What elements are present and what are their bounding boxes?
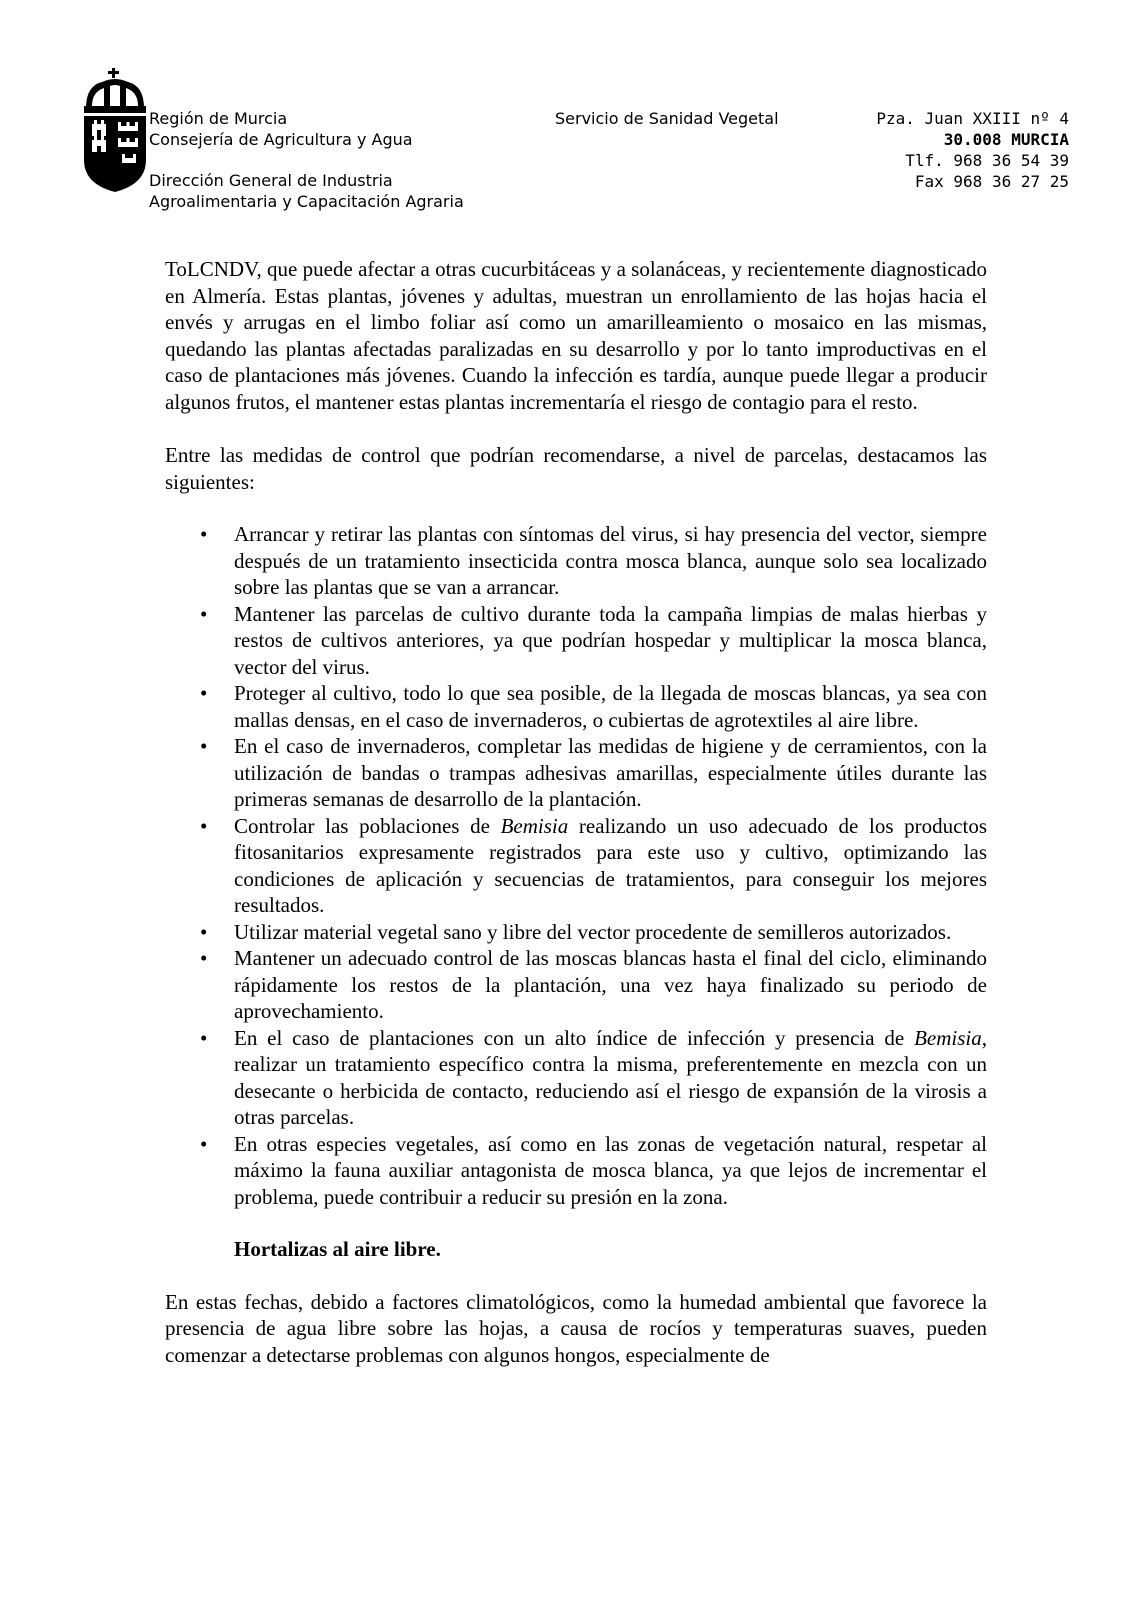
service-name: Servicio de Sanidad Vegetal (555, 109, 779, 128)
address-block (829, 108, 1069, 192)
list-item: • En el caso de invernaderos, completar las medidas de higiene y de cerramientos, con la utilización de bandas o trampas adhesivas amarillas, especialmente útiles durante las primeras semanas de desarrollo de la plantación. (200, 734, 987, 811)
letterhead (0, 0, 1145, 230)
control-measures-list (165, 521, 987, 1210)
coat-of-arms-icon (82, 68, 148, 192)
list-item: • Mantener un adecuado control de las moscas blancas hasta el final del ciclo, eliminando rápidamente los restos de la plantación, una vez haya finalizado su periodo de aprovechamiento. (200, 946, 987, 1023)
bullet-icon: • (200, 1025, 208, 1050)
organization-block (149, 108, 464, 212)
org-line: Consejería de Agricultura y Agua (149, 130, 413, 149)
paragraph: ToLCNDV, que puede afectar a otras cucurbitáceas y a solanáceas, y recientemente diagnosticado en Almería. Estas plantas, jóvenes y adultas, muestran un enrollamiento de las hojas hacia el envés y arrugas en el limbo foliar así como un amarilleamiento o mosaico en las mismas, quedando las plantas afectadas paralizadas en su desarrollo y por lo tanto improductivas en el caso de plantaciones más jóvenes. Cuando la infección es tardía, aunque puede llegar a producir algunos frutos, el mantener estas plantas incrementaría el riesgo de contagio para el resto. (165, 257, 987, 414)
bullet-icon: • (200, 946, 208, 970)
bullet-icon: • (200, 919, 208, 944)
species-name: Bemisia (500, 813, 569, 838)
list-item: • Mantener las parcelas de cultivo durante toda la campaña limpias de malas hierbas y restos de cultivos anteriores, ya que podrían hospedar y multiplicar la mosca blanca, vector del virus. (200, 601, 987, 679)
bullet-icon: • (200, 681, 208, 705)
list-item: • Controlar las poblaciones de Bemisia realizando un uso adecuado de los productos fitosanitarios expresamente registrados para este uso y cultivo, optimizando las condiciones de aplicación y secuencias de tratamientos, para conseguir los mejores resultados. (200, 813, 987, 917)
document-body (165, 256, 987, 1368)
direction-line: Dirección General de Industria (149, 171, 393, 190)
fax-number: Fax 968 36 27 25 (914, 172, 1069, 191)
paragraph: En estas fechas, debido a factores climatológicos, como la humedad ambiental que favorece la presencia de agua libre sobre las hojas, a causa de rocíos y temperaturas suaves, pueden comenzar a detectarse problemas con algunos hongos, especialmente de (165, 1289, 987, 1367)
list-item: • Utilizar material vegetal sano y libre del vector procedente de semilleros autorizados. (200, 919, 952, 944)
list-item: • Arrancar y retirar las plantas con síntomas del virus, si hay presencia del vector, siempre después de un tratamiento insecticida contra mosca blanca, aunque solo sea localizado sobre las plantas que se van a arrancar. (200, 522, 987, 599)
paragraph: Entre las medidas de control que podrían recomendarse, a nivel de parcelas, destacamos las siguientes: (165, 443, 987, 494)
species-name: Bemisia (914, 1025, 982, 1050)
phone-number: Tlf. 968 36 54 39 (905, 151, 1069, 170)
bullet-icon: • (200, 813, 208, 838)
section-heading: Hortalizas al aire libre. (234, 1237, 441, 1261)
bullet-icon: • (200, 1131, 208, 1156)
bullet-icon: • (200, 601, 208, 626)
bullet-icon: • (200, 734, 208, 758)
direction-line: Agroalimentaria y Capacitación Agraria (149, 192, 464, 211)
bullet-icon: • (200, 522, 208, 546)
address-city: 30.008 MURCIA (943, 130, 1069, 149)
list-item: • Proteger al cultivo, todo lo que sea posible, de la llegada de moscas blancas, ya sea con mallas densas, en el caso de invernaderos, o cubiertas de agrotextiles al aire libre. (200, 681, 987, 732)
list-item: • En el caso de plantaciones con un alto índice de infección y presencia de Bemisia, realizar un tratamiento específico contra la misma, preferentemente en mezcla con un desecante o herbicida de contacto, reduciendo así el riesgo de expansión de la virosis a otras parcelas. (200, 1025, 987, 1129)
list-item: • En otras especies vegetales, así como en las zonas de vegetación natural, respetar al máximo la fauna auxiliar antagonista de mosca blanca, ya que lejos de incrementar el problema, puede contribuir a reducir su presión en la zona. (200, 1131, 987, 1209)
address-street: Pza. Juan XXIII nº 4 (876, 109, 1069, 128)
org-line: Región de Murcia (149, 109, 288, 128)
